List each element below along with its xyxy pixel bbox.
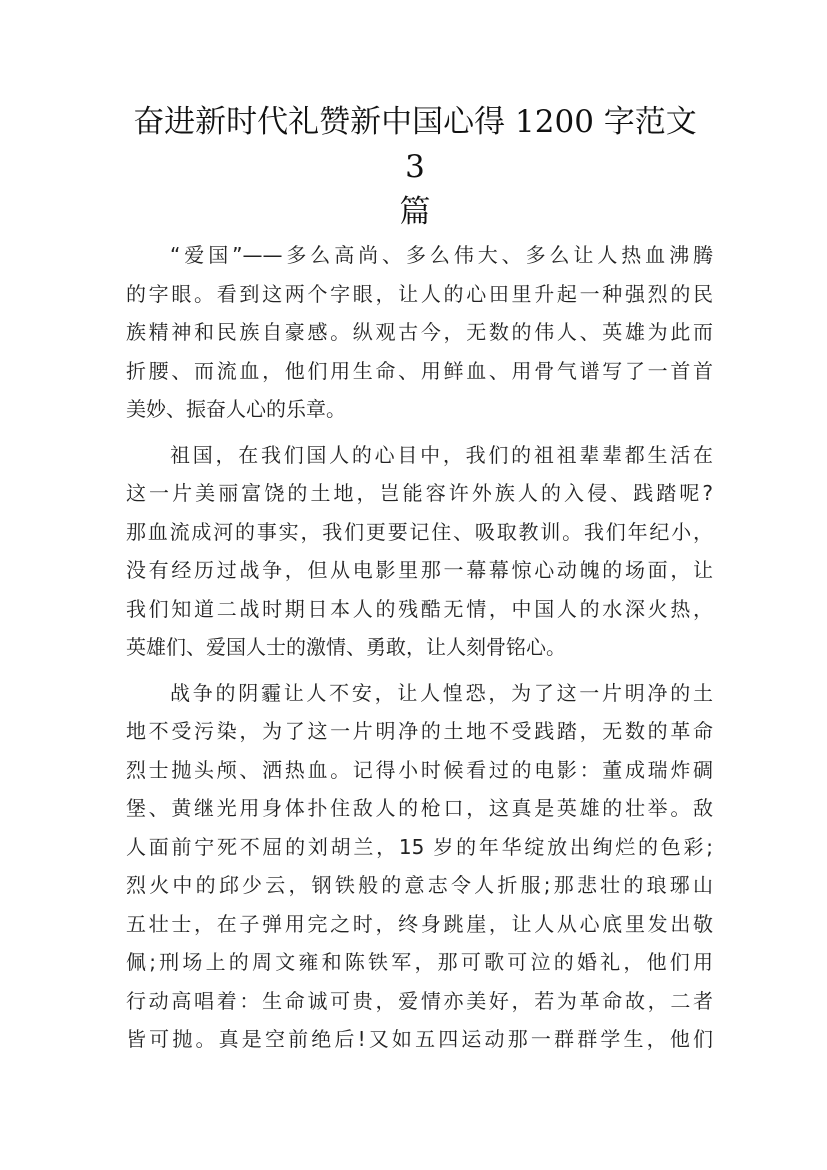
- text-line: 祖国，在我们国人的心目中，我们的祖祖辈辈都生活在: [170, 442, 713, 467]
- text-line: 堡、黄继光用身体扑住敌人的枪口，这真是英雄的壮举。敌: [126, 796, 713, 820]
- document-title: [120, 100, 710, 235]
- text-line: 族精神和民族自豪感。纵观古今，无数的伟人、英雄为此而: [126, 320, 713, 344]
- text-line: 我们知道二战时期日本人的残酷无情，中国人的水深火热，: [126, 596, 713, 621]
- text-line: 五壮士，在子弹用完之时，终身跳崖，让人从心底里发出敬: [126, 911, 713, 936]
- paragraph-3: [126, 674, 713, 1059]
- text-line: 行动高唱着：生命诚可贵，爱情亦美好，若为革命故，二者: [126, 988, 713, 1013]
- text-line: 那血流成河的事实，我们更要记住、吸取教训。我们年纪小，: [126, 519, 713, 544]
- text-line: 佩;刑场上的周文雍和陈铁军，那可歌可泣的婚礼，他们用: [126, 950, 713, 974]
- text-line: 烈士抛头颅、洒热血。记得小时候看过的电影：董成瑞炸碉: [126, 757, 713, 782]
- document-body: [126, 236, 713, 1066]
- text-line: 英雄们、爱国人士的激情、勇敢，让人刻骨铭心。: [126, 635, 566, 659]
- text-line: 战争的阴霾让人不安，让人惶恐，为了这一片明净的土: [170, 680, 713, 705]
- text-line: 美妙、振奋人心的乐章。: [126, 397, 346, 421]
- text-line: 折腰、而流血，他们用生命、用鲜血、用骨气谱写了一首首: [126, 358, 713, 383]
- text-line: 这一片美丽富饶的土地，岂能容许外族人的入侵、践踏呢?: [126, 481, 713, 505]
- text-line: 地不受污染，为了这一片明净的土地不受践踏，无数的革命: [126, 719, 713, 743]
- paragraph-2: [126, 436, 713, 667]
- text-line: 没有经历过战争，但从电影里那一幕幕惊心动魄的场面，让: [126, 558, 713, 582]
- text-line: 烈火中的邱少云，钢铁般的意志令人折服;那悲壮的琅琊山: [126, 873, 713, 897]
- text-line: 人面前宁死不屈的刘胡兰，15 岁的年华绽放出绚烂的色彩;: [126, 834, 713, 859]
- text-line: “爱国”——多么高尚、多么伟大、多么让人热血沸腾: [170, 243, 713, 267]
- paragraph-1: [126, 236, 713, 429]
- title-line: 篇: [399, 194, 431, 230]
- text-line: 的字眼。看到这两个字眼，让人的心田里升起一种强烈的民: [126, 281, 713, 306]
- text-line: 皆可抛。真是空前绝后!又如五四运动那一群群学生，他们: [126, 1027, 713, 1051]
- title-line: 奋进新时代礼赞新中国心得 1200 字范文 3: [133, 104, 697, 185]
